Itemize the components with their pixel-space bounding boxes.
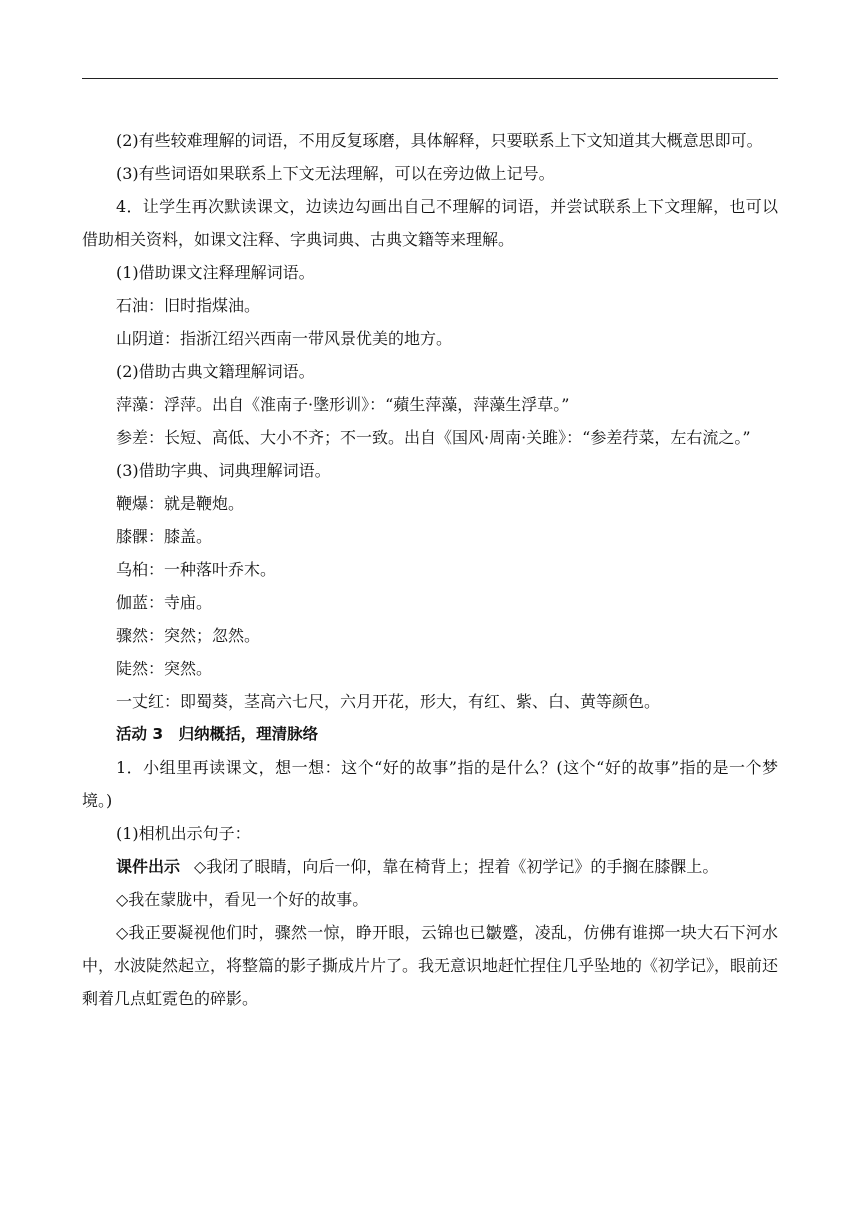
paragraph: 陡然：突然。 [116, 659, 213, 678]
paragraph: (1)相机出示句子： [116, 824, 251, 843]
paragraph: 一丈红：即蜀葵，茎高六七尺，六月开花，形大，有红、紫、白、黄等颜色。 [116, 692, 661, 711]
paragraph: (2)有些较难理解的词语，不用反复琢磨，具体解释，只要联系上下文知道其大概意思即可。 [116, 131, 763, 150]
paragraph: (3)借助字典、词典理解词语。 [116, 461, 331, 480]
paragraph: (2)借助古典文籍理解词语。 [116, 362, 315, 381]
courseware-label: 课件出示 [116, 857, 181, 876]
paragraph: (1)借助课文注释理解词语。 [116, 263, 315, 282]
paragraph: 乌桕：一种落叶乔木。 [116, 560, 277, 579]
quote-text: ◇我闭了眼睛，向后一仰，靠在椅背上；捏着《初学记》的手搁在膝髁上。 [194, 857, 719, 876]
paragraph: (3)有些词语如果联系上下文无法理解，可以在旁边做上记号。 [116, 164, 555, 183]
paragraph: 石油：旧时指煤油。 [116, 296, 261, 315]
section-heading: 活动 3 归纳概括，理清脉络 [116, 725, 319, 743]
paragraph: 4．让学生再次默读课文，边读边勾画出自己不理解的词语，并尝试联系上下文理解，也可以借助相关资料，如课文注释、字典词典、古典文籍等来理解。 [82, 197, 778, 249]
paragraph: 膝髁：膝盖。 [116, 527, 213, 546]
paragraph: 伽蓝：寺庙。 [116, 593, 213, 612]
paragraph: 骤然：突然；忽然。 [116, 626, 261, 645]
quote-paragraph: ◇我正要凝视他们时，骤然一惊，睁开眼，云锦也已皺蹙，凌乱，仿佛有谁掷一块大石下河水中，水波陡然起立，将整篇的影子撕成片片了。我无意识地赶忙捏住几乎坠地的《初学记》，眼前还剩着几点虹霓色的碎影。 [82, 923, 779, 1008]
paragraph: 鞭爆：就是鞭炮。 [116, 494, 245, 513]
document-body [82, 124, 778, 1015]
paragraph: 参差：长短、高低、大小不齐；不一致。出自《国风·周南·关雎》：“参差荇菜，左右流之。” [116, 428, 751, 447]
quote-paragraph: ◇我在蒙胧中，看见一个好的故事。 [116, 890, 369, 909]
courseware-paragraph [82, 850, 778, 883]
paragraph: 山阴道：指浙江绍兴西南一带风景优美的地方。 [116, 329, 453, 348]
paragraph: 1．小组里再读课文，想一想：这个“好的故事”指的是什么？(这个“好的故事”指的是一个梦境。) [82, 758, 778, 810]
header-rule [82, 78, 778, 79]
paragraph: 萍藻：浮萍。出自《淮南子·墬形训》：“蘋生萍藻，萍藻生浮草。” [116, 395, 570, 414]
